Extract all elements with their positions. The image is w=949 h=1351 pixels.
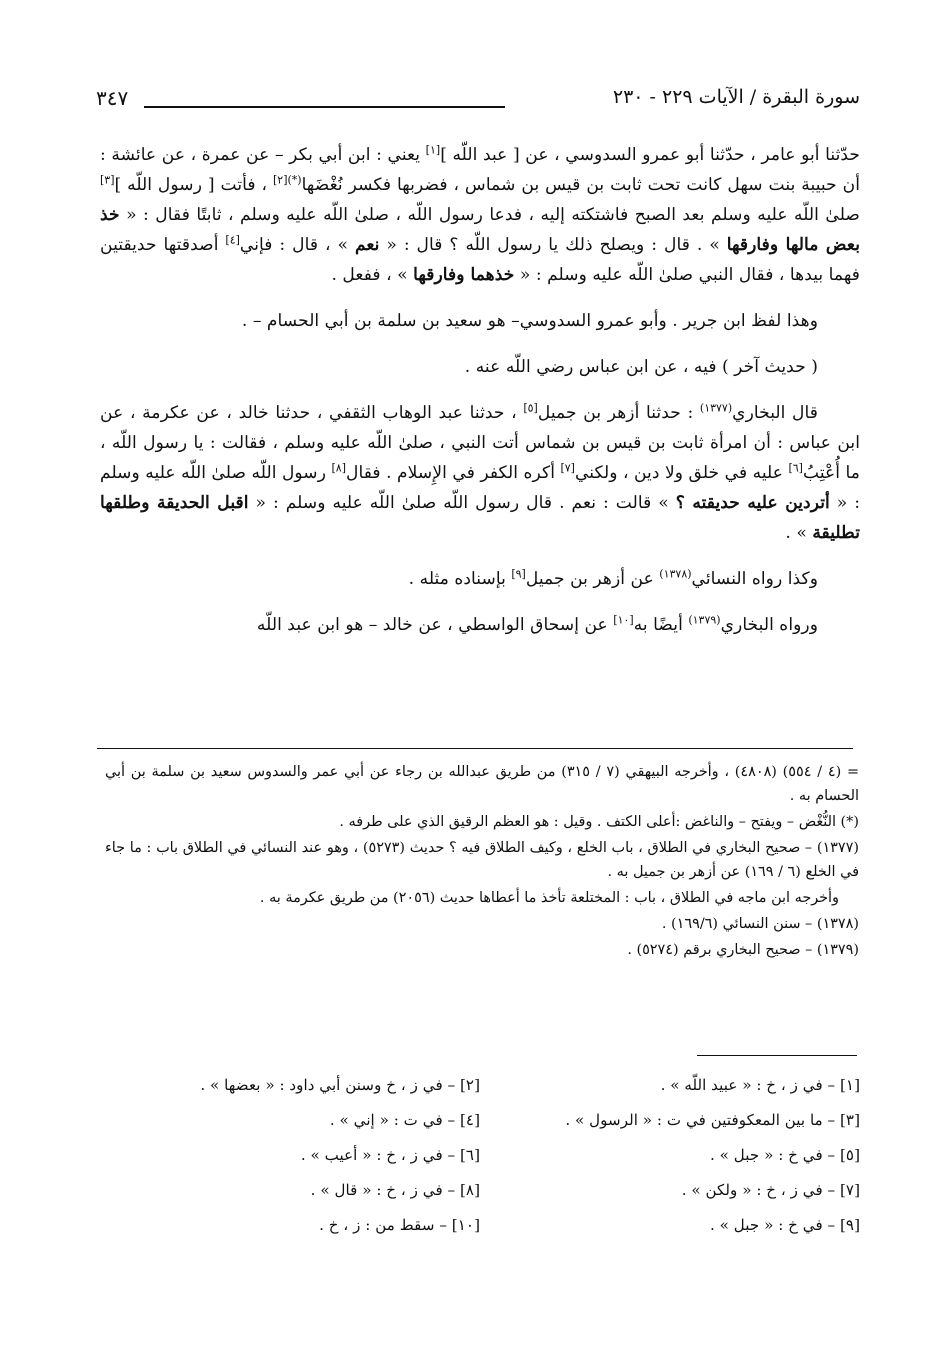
text-run: ، فأتت [ رسول اللّه ]	[114, 175, 273, 195]
text-run: عليه في خلق ولا دين ، ولكني	[574, 463, 789, 483]
surah-title: سورة البقرة / الآيات ٢٢٩ - ٢٣٠	[612, 86, 860, 108]
variant-note: [٣] – ما بين المعكوفتين في ت : « الرسول » .	[565, 1111, 860, 1129]
paragraph-bukhari-2	[100, 610, 860, 640]
paragraph-another-hadith: ( حديث آخر ) فيه ، عن ابن عباس رضي اللّه عنه .	[464, 357, 818, 377]
footnote: (*) النُّغْض – ويفتح – والناغض :أعلى الكتف . وقيل : هو العظم الرقيق الذي على طرفه .	[339, 814, 859, 830]
variant-ref: [٦]	[788, 461, 803, 475]
footnote-ref: (*)[٢]	[272, 173, 302, 187]
variant-ref: [١]	[425, 143, 441, 157]
text-run: » .	[785, 523, 813, 543]
variant-ref: [٩]	[511, 567, 526, 581]
variant-ref: [٨]	[331, 461, 346, 475]
variant-note: [٥] – في خ : « جبل » .	[710, 1146, 860, 1164]
footnote: (١٣٧٧) – صحيح البخاري في الطلاق ، باب الخلع ، وكيف الطلاق فيه ؟ حديث (٥٢٧٣) ، وهو عند النسائي في الطلاق باب : ما جاء في الخلع (٦ / ١٦٩) عن أزهر بن جميل به .	[105, 840, 859, 880]
variant-note: [٤] – في ت : « إني » .	[329, 1111, 480, 1129]
footnotes	[105, 760, 859, 964]
footnote-ref: (١٣٧٩)	[688, 613, 721, 627]
text-run: يعني : ابن أبي بكر – عن عمرة ، عن عائشة : أن حبيبة بنت سهل كانت تحت ثابت بن قيس بن شماس ، فضربها فكسر نُغْضَها	[100, 145, 860, 195]
text-run: وكذا رواه النسائي	[691, 569, 818, 589]
text-run: عن أزهر بن جميل	[525, 569, 660, 589]
main-text	[100, 140, 860, 656]
variant-ref: [٥]	[523, 401, 538, 415]
text-run: » قالت : نعم . قال رسول اللّه صلىٰ اللّه عليه وسلم : «	[248, 493, 676, 513]
text-run: ، حدثنا عبد الوهاب الثقفي ، حدثنا خالد ، عن عكرمة ، عن ابن عباس : أن امرأة ثابت بن قيس بن شماس أتت النبي ، صلىٰ اللّه عليه وسلم ، فقالت : يا رسول اللّه ، ما أُعْتِبُ	[100, 403, 860, 483]
prophetic-quote: أتردين عليه حديقته ؟	[675, 493, 830, 513]
variant-ref: [٧]	[560, 461, 575, 475]
variant-note: [٦] – في ز ، خ : « أعيب » .	[300, 1146, 480, 1164]
paragraph-nasai	[100, 564, 860, 594]
prophetic-quote: نعم	[354, 235, 380, 255]
text-run: بإسناده مثله .	[408, 569, 512, 589]
variant-note: [٨] – في ز ، خ : « قال » .	[310, 1181, 480, 1199]
footnote-ref: (١٣٧٨)	[659, 567, 692, 581]
prophetic-quote: اقبل الحديقة وطلقها تطليقة	[100, 493, 860, 543]
text-run: » ، قال : فإني	[239, 235, 355, 255]
footnote: = (٤ / ٥٥٤) (٤٨٠٨) ، وأخرجه البيهقي (٧ / ٣١٥) من طريق عبدالله بن رجاء عن أبي عمر والسدوس سعيد بن سلمة بن أبي الحسام به .	[105, 764, 860, 804]
text-run: » . قال : ويصلح ذلك يا رسول اللّه ؟ قال : «	[379, 235, 727, 255]
variant-ref: [٣]	[100, 173, 115, 187]
footnote: (١٣٧٩) – صحيح البخاري برقم (٥٢٧٤) .	[627, 942, 859, 958]
page-header	[96, 84, 860, 120]
text-run: صلىٰ اللّه عليه وسلم بعد الصبح فاشتكته إليه ، فدعا رسول اللّه ، صلىٰ اللّه عليه وسلم ، ثابتًا فقال : «	[119, 205, 860, 225]
text-run: حدّثنا أبو عامر ، حدّثنا أبو عمرو السدوسي ، عن [ عبد اللّه ]	[440, 145, 861, 165]
variant-note: [٧] – في ز ، خ : « ولكن » .	[681, 1181, 860, 1199]
text-run: أصدقتها حديقتين فهما بيدها ، فقال النبي صلىٰ اللّه عليه وسلم : «	[100, 235, 860, 285]
paragraph-hadith-aisha	[100, 140, 860, 290]
text-run: أكره الكفر في الإِسلام . فقال	[346, 463, 561, 483]
variant-ref: [١٠]	[613, 613, 634, 627]
text-run: عن إسحاق الواسطي ، عن خالد – هو ابن عبد اللّه	[256, 615, 614, 635]
variant-note: [٩] – في خ : « جبل » .	[710, 1216, 860, 1234]
text-run: أيضًا به	[633, 615, 689, 635]
prophetic-quote: خذهما وفارقها	[413, 265, 515, 285]
variant-note: [١٠] – سقط من : ز ، خ .	[319, 1216, 480, 1234]
footnote-ref: (١٣٧٧)	[699, 401, 733, 415]
footnote-separator	[97, 748, 853, 749]
variant-note: [٢] – في ز ، خ وسنن أبي داود : « بعضها » .	[200, 1076, 480, 1094]
footnote: وأخرجه ابن ماجه في الطلاق ، باب : المختلعة تأخذ ما أعطاها حديث (٢٠٥٦) من طريق عكرمة به .	[259, 890, 839, 906]
paragraph-bukhari	[100, 398, 860, 548]
prophetic-quote: خذ بعض مالها وفارقها	[100, 205, 861, 255]
manuscript-variants	[100, 1070, 860, 1241]
page-number: ٣٤٧	[96, 86, 129, 110]
text-run: رسول اللّه صلىٰ اللّه عليه وسلم : «	[100, 463, 860, 513]
footnote: (١٣٧٨) – سنن النسائي (١٦٩/٦) .	[661, 916, 859, 932]
variant-ref: [٤]	[225, 233, 240, 247]
header-rule	[144, 106, 505, 108]
text-run: قال البخاري	[732, 403, 818, 423]
text-run: : حدثنا أزهر بن جميل	[537, 403, 700, 423]
variant-note: [١] – في ز ، خ : « عبيد اللّه » .	[660, 1076, 860, 1094]
paragraph-note-ibn-jarir: وهذا لفظ ابن جرير . وأبو عمرو السدوسي– هو سعيد بن سلمة بن أبي الحسام – .	[241, 311, 818, 331]
text-run: ورواه البخاري	[720, 615, 818, 635]
text-run: » ، ففعل .	[331, 265, 414, 285]
variants-separator	[697, 1055, 857, 1056]
